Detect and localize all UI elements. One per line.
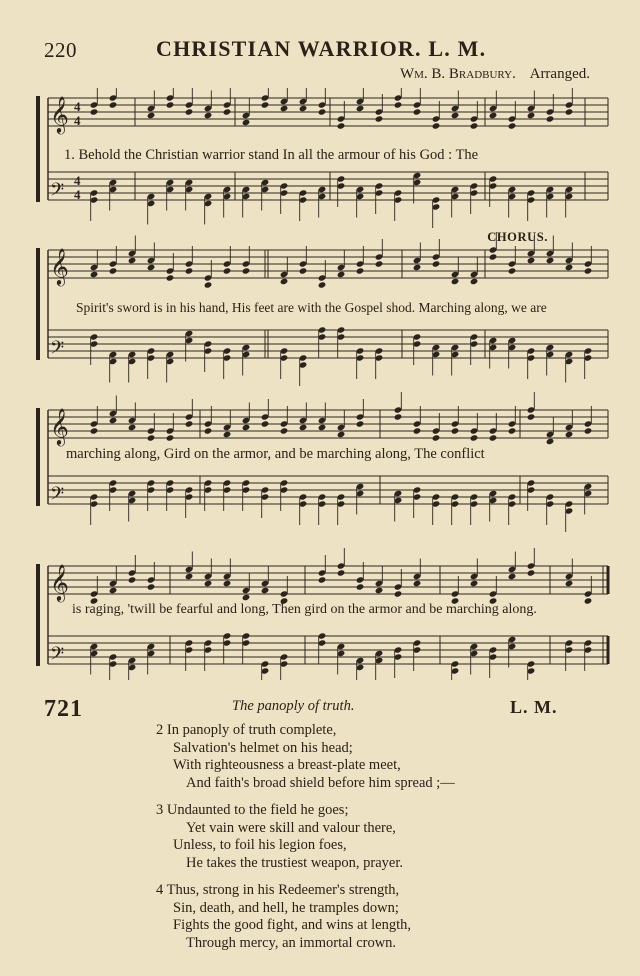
note-head [318,108,327,115]
note-head [546,257,555,264]
time-signature-bottom: 4 [74,113,81,128]
system-brace [36,248,40,360]
verse-line: Unless, to foil his legion foes, [173,837,347,853]
note-head [90,271,99,278]
note-head [90,427,99,434]
note-head [394,590,403,597]
note-head [584,597,593,604]
note-head [356,267,365,274]
page-number: 220 [44,38,77,62]
note-head [508,427,517,434]
treble-clef-icon: 𝄞 [50,407,69,445]
lyric-line-2: Spirit's sword is in his hand, His feet are with the Gospel shod. Marching along, we are [76,300,547,315]
note-head [185,420,194,427]
note-head [147,434,156,441]
note-head [565,580,574,587]
note-head [90,108,99,115]
arrangement-note: Arranged. [529,66,590,82]
bass-clef-icon: 𝄢 [50,484,65,509]
note-head [109,587,118,594]
note-head [508,122,517,129]
note-head [204,580,213,587]
note-head [223,108,232,115]
chorus-label: CHORUS. [487,230,548,244]
note-head [451,427,460,434]
verse-line: With righteousness a breast-plate meet, [173,757,401,773]
composer-name: Wm. B. Bradbury. [399,66,516,82]
note-head [565,264,574,271]
treble-clef-icon: 𝄞 [50,563,69,601]
note-head [584,267,593,274]
lyric-line-1: 1. Behold the Christian warrior stand In all the armour of his God : The [64,147,479,163]
note-head [584,427,593,434]
note-head [318,576,327,583]
note-head [280,427,289,434]
verse-line: And faith's broad shield before him spread ;— [186,774,455,791]
note-head [413,108,422,115]
note-head [280,278,289,285]
verse-line: Sin, death, and hell, he tramples down; [173,899,399,916]
note-head [356,583,365,590]
note-head [185,267,194,274]
note-head [261,587,270,594]
note-head [128,576,137,583]
note-head [489,253,498,260]
hymn-verses [156,722,556,962]
lyric-line-4: is raging, 'twill be fearful and long, Then gird on the armor and be marching along. [72,602,537,617]
bass-clef-icon: 𝄢 [50,644,65,669]
verse-line: 4 Thus, strong in his Redeemer's strength, [156,882,400,898]
note-head [128,424,137,431]
note-head [527,569,536,576]
note-head [166,101,175,108]
note-head [489,112,498,119]
note-head [299,424,308,431]
verse-line: Fights the good fight, and wins at length, [173,917,412,933]
hymn-number: 721 [44,696,83,722]
note-head [413,427,422,434]
note-head [318,424,327,431]
hymn-meter: L. M. [510,697,558,717]
verse-3 [156,802,556,872]
verse-line: 2 In panoply of truth complete, [156,722,337,738]
verse-2 [156,722,556,792]
note-head [470,122,479,129]
note-head [223,267,232,274]
note-head [508,267,517,274]
hymn-title: The panoply of truth. [232,698,355,714]
note-head [527,257,536,264]
note-head [546,438,555,445]
page-header [44,34,590,64]
note-head [413,580,422,587]
time-signature-top: 4 [74,99,81,114]
note-head [261,101,270,108]
system-brace [36,564,40,666]
attribution [400,66,590,83]
score-staves [30,88,620,680]
verse-line: 3 Undaunted to the field he goes; [156,802,349,818]
note-head [565,108,574,115]
note-head [109,267,118,274]
note-head [432,122,441,129]
note-head [109,101,118,108]
note-head [470,580,479,587]
note-head [527,413,536,420]
note-head [185,573,194,580]
time-signature-bottom: 4 [74,187,81,202]
note-head [375,587,384,594]
note-head [375,115,384,122]
note-head [337,431,346,438]
note-head [280,105,289,112]
verse-line: Yet vain were skill and valour there, [186,819,396,836]
note-head [527,112,536,119]
note-head [451,278,460,285]
note-head [470,278,479,285]
note-head [185,108,194,115]
note-head [470,434,479,441]
note-head [166,434,175,441]
note-head [451,112,460,119]
note-head [546,115,555,122]
note-head [204,281,213,288]
bass-clef-icon: 𝄢 [50,180,65,205]
note-head [166,274,175,281]
music-score [30,88,620,680]
note-head [223,580,232,587]
note-head [432,260,441,267]
lyric-line-3: marching along, Gird on the armor, and be marching along, The conflict [66,446,485,462]
note-head [394,101,403,108]
bass-clef-icon: 𝄢 [50,338,65,363]
verse-line: He takes the trustiest weapon, prayer. [186,854,404,871]
system-brace [36,408,40,506]
treble-clef-icon: 𝄞 [50,247,69,285]
verse-line: Through mercy, an immortal crown. [186,934,397,951]
time-signature-top: 4 [74,173,81,188]
note-head [147,112,156,119]
note-head [242,267,251,274]
note-head [242,424,251,431]
system-brace [36,96,40,202]
verse-line: Salvation's helmet on his head; [173,739,353,756]
treble-clef-icon: 𝄞 [50,95,69,133]
note-head [147,264,156,271]
note-head [337,271,346,278]
note-head [375,260,384,267]
note-head [204,112,213,119]
note-head [432,434,441,441]
note-head [242,594,251,601]
note-head [489,434,498,441]
note-head [318,281,327,288]
note-head [337,122,346,129]
note-head [356,420,365,427]
note-head [223,431,232,438]
note-head [109,417,118,424]
note-head [128,257,137,264]
note-head [242,119,251,126]
note-head [337,569,346,576]
note-head [299,105,308,112]
note-head [204,427,213,434]
note-head [394,413,403,420]
note-head [565,431,574,438]
tune-title: CHRISTIAN WARRIOR. L. M. [156,36,487,61]
note-head [508,573,517,580]
note-head [147,583,156,590]
note-head [261,420,270,427]
note-head [299,267,308,274]
note-head [413,264,422,271]
verse-4 [156,882,556,952]
note-head [356,105,365,112]
